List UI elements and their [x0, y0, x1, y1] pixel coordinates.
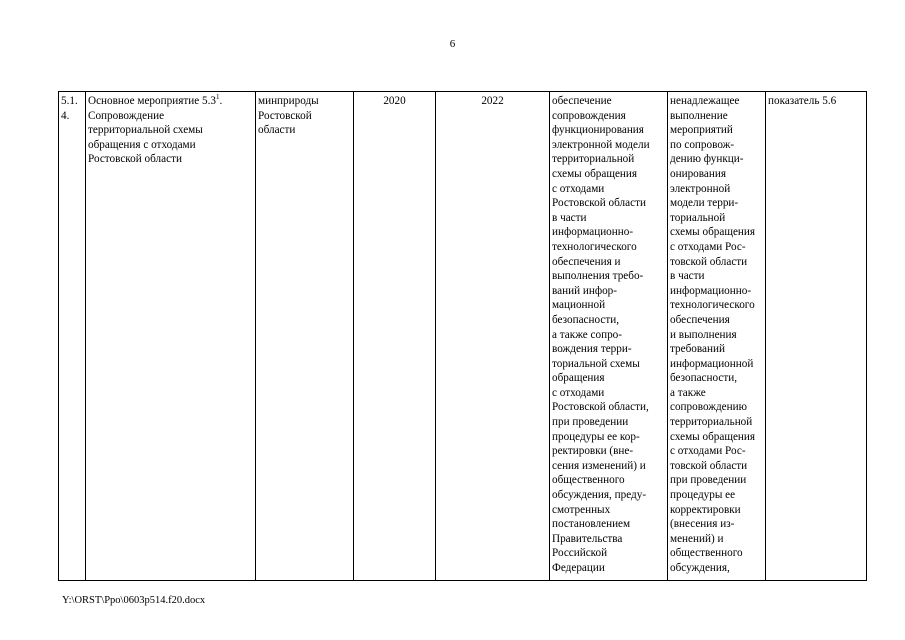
consequences-line: выполнение [670, 109, 728, 122]
expected-result-line: смотренных [552, 503, 611, 516]
end-year: 2022 [481, 95, 504, 107]
expected-result-line: территориальной [552, 153, 635, 166]
indicator-link: показатель 5.6 [768, 95, 837, 107]
expected-result-line: вождения терри- [552, 343, 632, 356]
consequences-line: по сопровож- [670, 138, 735, 151]
consequences-line: безопасности, [670, 372, 738, 385]
expected-result-line: обсуждения, преду- [552, 489, 647, 502]
consequences-line: электронной [670, 182, 731, 195]
page-number: 6 [449, 38, 456, 50]
consequences-line: сопровождению [670, 401, 747, 414]
consequences-line: модели терри- [670, 197, 739, 210]
expected-result-line: общественного [552, 474, 625, 487]
expected-result-line: постановлением [552, 518, 631, 531]
executor-line: Ростовской [258, 109, 312, 122]
event-title-superscript: 1 [215, 93, 220, 101]
expected-result-line: схемы обращения [552, 167, 638, 180]
expected-result-line: функционирования [552, 124, 644, 137]
row-number-cell [59, 92, 86, 581]
event-title-line: Сопровождение [88, 109, 165, 122]
start-year: 2020 [383, 95, 406, 107]
consequences-line: ториальной [670, 211, 726, 224]
consequences-line: информационной [670, 357, 754, 370]
expected-result-line: сения изменений) и [552, 459, 646, 472]
start-year-cell [354, 92, 436, 581]
executor-line: области [258, 124, 296, 137]
consequences-line: территориальной [670, 416, 753, 429]
indicator-cell [766, 92, 867, 581]
consequences-line: с отходами Рос- [670, 445, 746, 458]
event-title-line: обращения с отходами [88, 138, 196, 151]
consequences-line: онирования [670, 167, 726, 180]
consequences-line: процедуры ее [670, 489, 736, 502]
event-title-first-line [88, 94, 253, 109]
expected-result-line: обращения [552, 372, 605, 385]
expected-result-line: технологического [552, 240, 637, 253]
consequences-line: корректировки [670, 503, 741, 516]
event-title-suffix: . [219, 95, 223, 107]
expected-result-line: обеспечение [552, 95, 612, 107]
expected-result-line: сопровождения [552, 109, 626, 122]
expected-result-line: обеспечения и [552, 255, 621, 268]
event-title-line: территориальной схемы [88, 124, 203, 137]
expected-result-line: при проведении [552, 416, 629, 429]
consequences-line: (внесения из- [670, 518, 735, 531]
end-year-cell [436, 92, 550, 581]
expected-result-cell [550, 92, 668, 581]
footer-file-path: Y:\ORST\Ppo\0603p514.f20.docx [62, 595, 206, 606]
expected-result-line: с отходами [552, 182, 605, 195]
row-number: 5.1.4. [61, 95, 78, 122]
event-title-cell [86, 92, 256, 581]
consequences-line: товской области [670, 459, 748, 472]
expected-result-line: Российской [552, 547, 608, 560]
expected-result-line: Федерации [552, 562, 605, 574]
consequences-line: а также [670, 386, 706, 399]
consequences-line: менений) и [670, 532, 724, 545]
expected-result-line: Ростовской области [552, 197, 646, 210]
consequences-line: дению функци- [670, 153, 744, 166]
consequences-line: мероприятий [670, 124, 733, 137]
expected-result-line: выполнения требо- [552, 270, 644, 283]
expected-result-line: информационно- [552, 226, 634, 239]
consequences-line: технологического [670, 299, 755, 312]
expected-result-line: в части [552, 211, 587, 224]
consequences-line: ненадлежащее [670, 95, 740, 107]
expected-result-line: Правительства [552, 532, 623, 545]
consequences-cell [668, 92, 766, 581]
consequences-line: общественного [670, 547, 743, 560]
consequences-line: товской области [670, 255, 748, 268]
expected-result-line: электронной модели [552, 138, 650, 151]
expected-result-line: ваний инфор- [552, 284, 617, 297]
program-events-table [58, 91, 867, 581]
expected-result-line: с отходами [552, 386, 605, 399]
executor-line: минприроды [258, 95, 319, 107]
expected-result-line: безопасности, [552, 313, 620, 326]
consequences-line: требований [670, 343, 725, 356]
expected-result-line: процедуры ее кор- [552, 430, 640, 443]
expected-result-line: ректировки (вне- [552, 445, 634, 458]
expected-result-line: ториальной схемы [552, 357, 640, 370]
executor-cell [256, 92, 354, 581]
consequences-line: с отходами Рос- [670, 240, 746, 253]
consequences-line: обсуждения, [670, 562, 730, 574]
consequences-line: при проведении [670, 474, 747, 487]
expected-result-line: Ростовской области, [552, 401, 649, 414]
consequences-line: и выполнения [670, 328, 737, 341]
table-row [59, 92, 867, 581]
expected-result-line: а также сопро- [552, 328, 622, 341]
consequences-line: в части [670, 270, 705, 283]
event-title-line: Ростовской области [88, 153, 182, 166]
expected-result-line: мационной [552, 299, 606, 312]
event-title-prefix: Основное мероприятие 5.3 [88, 95, 216, 107]
consequences-line: схемы обращения [670, 226, 756, 239]
consequences-line: информационно- [670, 284, 752, 297]
consequences-line: обеспечения [670, 313, 730, 326]
consequences-line: схемы обращения [670, 430, 756, 443]
